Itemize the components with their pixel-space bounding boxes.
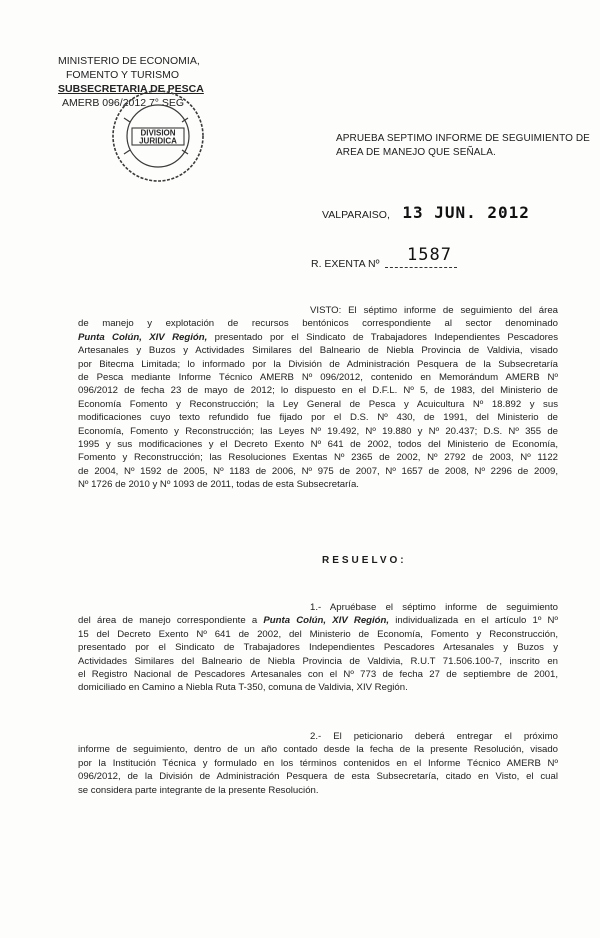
res1-line: Actividades Similares del Balneario de Niebla Provincia de Valdivia, R.U.T 71.506.100-7, inscrito en [78, 655, 558, 667]
division-juridica-seal [110, 88, 206, 184]
res1-line: domiciliado en Camino a Niebla Ruta T-350, comuna de Valdivia, XIV Región. [78, 682, 408, 694]
res2-line: se considera parte integrante de la presente Resolución. [78, 784, 319, 796]
res2-line: 096/2012, de la División de Administración Pesquera de esta Subsecretaría, citado en Visto, el cual [78, 771, 558, 783]
res2-line: 2.- El peticionario deberá entregar el próximo [310, 731, 558, 742]
visto-line: modificaciones cuyo texto refundido fue fijado por el D.S. Nº 430, de 1991, del Ministerio de [78, 412, 558, 424]
letterhead-reference: AMERB 096/2012 7° SEG [62, 97, 185, 109]
visto-paragraph [78, 304, 558, 492]
resolution-number-stamp: 1587 [407, 245, 452, 265]
letterhead-ministry: MINISTERIO DE ECONOMIA, [58, 55, 200, 67]
visto-line: por Bitecma Limitada; lo informado por la División de Administración Pesquera de la Subsecretaría [78, 358, 558, 370]
visto-line: de 2004, Nº 1592 de 2005, Nº 1183 de 2006, Nº 975 de 2007, Nº 1657 de 2008, Nº 2296 de 2009, [78, 465, 558, 477]
res1-line: 1.- Apruébase el séptimo informe de seguimiento [310, 602, 558, 613]
seal-line2: JURIDICA [139, 136, 177, 146]
visto-place: Punta Colún, XIV Región, [78, 331, 208, 343]
resuelvo-heading: RESUELVO: [322, 555, 407, 566]
letterhead-ministry-sub: FOMENTO Y TURISMO [66, 69, 179, 81]
resuelvo-item-1 [78, 601, 558, 695]
res2-line: por la Institución Técnica y formulado en los términos contenidos en el Informe Técnico AMERB Nº [78, 757, 558, 769]
letterhead-subsecretaria: SUBSECRETARIA DE PESCA [58, 83, 204, 95]
res1-line-text: individualizada en el artículo 1º Nº [395, 615, 558, 627]
visto-line [78, 331, 558, 344]
visto-line: 096/2012 de fecha 23 de mayo de 2012; lo dispuesto en el D.F.L. Nº 5, de 1983, del Ministerio de [78, 385, 558, 397]
res1-line: presentado por el Sindicato de Trabajadores Independientes Pescadores Artesanales y Buzos y [78, 642, 558, 654]
res1-line-prefix: del área de manejo correspondiente a [78, 615, 258, 627]
visto-line: Economía Fomento y Reconstrucción; la Ley General de Pesca y Acuicultura Nº 18.892 y sus [78, 398, 558, 410]
visto-line: 1995 y sus modificaciones y el Decreto Exento Nº 641 de 2002, todos del Ministerio de Economía, [78, 439, 558, 451]
resuelvo-item-2 [78, 730, 558, 797]
res1-line: 15 del Decreto Exento Nº 641 de 2002, del Ministerio de Economía, Fomento y Reconstrucción, [78, 628, 558, 640]
visto-line-text: presentado por el Sindicato de Trabajadores Independientes Pescadores [214, 331, 558, 343]
res1-line [78, 614, 558, 627]
res1-line: el Registro Nacional de Pescadores Artesanales con el Nº 773 de fecha 27 de septiembre de 2001, [78, 669, 558, 681]
resolution-number-underline [385, 267, 457, 268]
visto-line: VISTO: El séptimo informe de seguimiento del área [310, 305, 558, 316]
visto-line: Nº 1726 de 2010 y Nº 1093 de 2011, todas de esta Subsecretaría. [78, 479, 359, 491]
summary-line-1: APRUEBA SEPTIMO INFORME DE SEGUIMIENTO DE [336, 133, 590, 144]
visto-line: Fomento y Reconstrucción; las Resoluciones Exentas Nº 2365 de 2002, Nº 2792 de 2003, Nº 1122 [78, 452, 558, 464]
visto-line: de manejo y explotación de recursos bentónicos correspondiente al sector denominado [78, 318, 558, 330]
resolution-number [311, 245, 457, 270]
visto-line: de Pesca mediante Informe Técnico AMERB Nº 096/2012, contenido en Memorándum AMERB Nº [78, 372, 558, 384]
date-city: VALPARAISO, [322, 209, 390, 221]
visto-line: Economía, Fomento y Reconstrucción; las Leyes Nº 19.492, Nº 19.880 y Nº 20.437; D.S. Nº 355 de [78, 425, 558, 437]
resolution-summary [336, 132, 590, 160]
res1-place: Punta Colún, XIV Región, [263, 615, 390, 627]
summary-line-2: AREA DE MANEJO QUE SEÑALA. [336, 147, 496, 158]
dateline [322, 203, 530, 223]
seal-line1: DIVISION [140, 128, 176, 138]
date-stamp: 13 JUN. 2012 [402, 203, 530, 222]
visto-line: Artesanales y Buzos y Actividades Similares del Balneario de Niebla Provincia de Valdivia, visado [78, 345, 558, 357]
resolution-label: R. EXENTA Nº [311, 258, 380, 270]
res2-line: informe de seguimiento, dentro de un año contado desde la fecha de la presente Resolución, visado [78, 744, 558, 756]
